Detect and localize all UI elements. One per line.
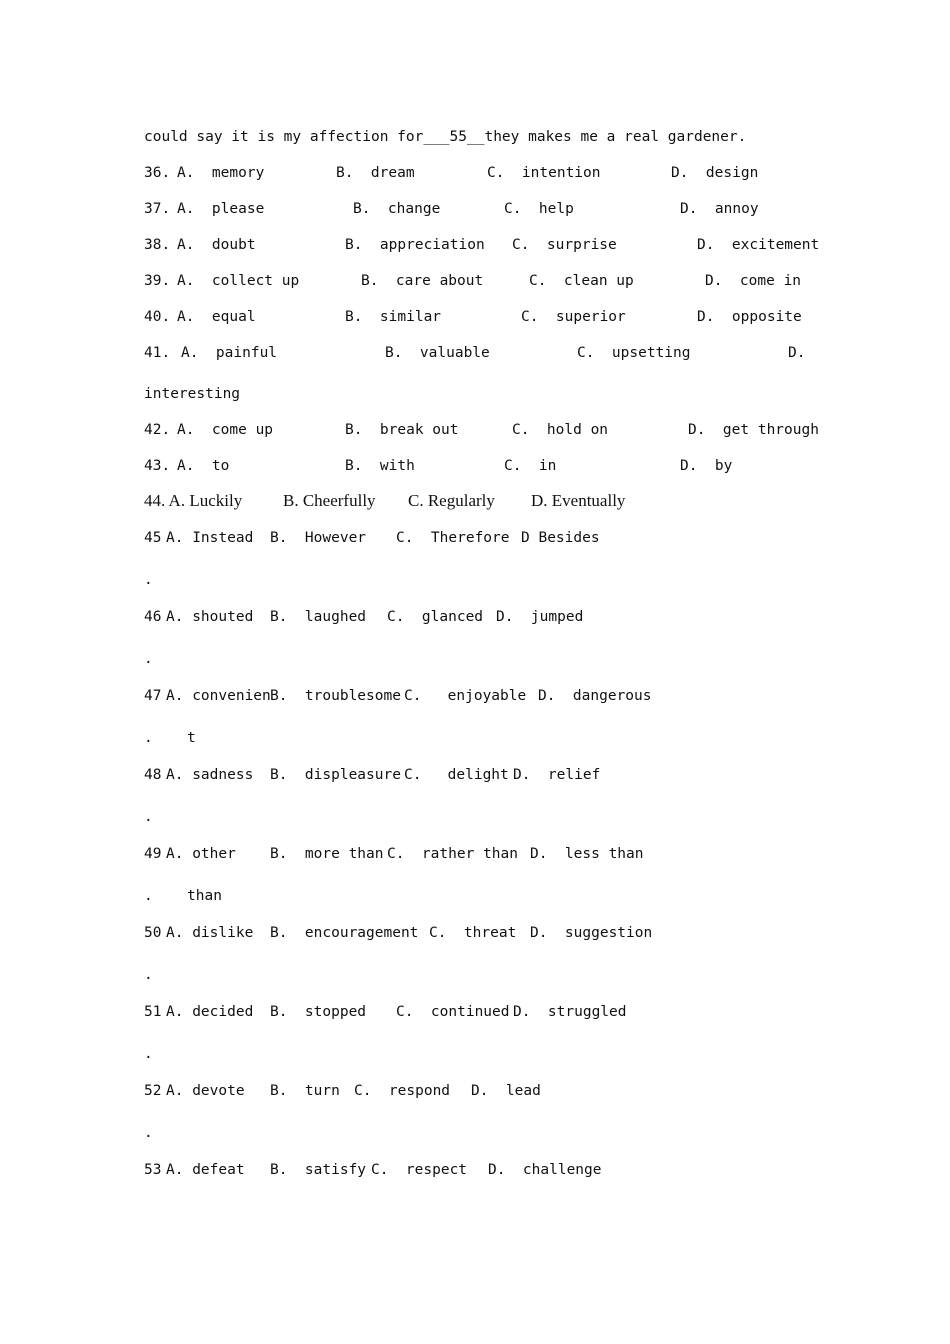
option-a: A. memory bbox=[177, 165, 265, 181]
question-number: 40. bbox=[144, 309, 171, 325]
option-a-continued: t bbox=[187, 730, 196, 746]
question-number: 41. bbox=[144, 345, 171, 361]
option-b: B. appreciation bbox=[345, 237, 485, 253]
question-48 bbox=[144, 764, 601, 786]
question-47-wrap bbox=[144, 727, 196, 749]
question-number: 50 bbox=[144, 925, 162, 941]
intro-text: could say it is my affection for___55__they makes me a real gardener. bbox=[144, 129, 747, 145]
question-52-wrap bbox=[144, 1122, 179, 1144]
option-d: D. Eventually bbox=[531, 491, 626, 510]
option-c: C. respect bbox=[371, 1162, 468, 1178]
option-d: D. opposite bbox=[697, 309, 802, 325]
question-40 bbox=[144, 306, 802, 328]
option-c: C. intention bbox=[487, 165, 601, 181]
question-45 bbox=[144, 527, 600, 549]
number-dot: . bbox=[144, 967, 153, 983]
option-c: C. rather than bbox=[387, 846, 518, 862]
option-d: D. less than bbox=[530, 846, 644, 862]
question-number: 43. bbox=[144, 458, 171, 474]
option-c: C. Regularly bbox=[408, 491, 495, 510]
option-d: D. get through bbox=[688, 422, 819, 438]
question-43 bbox=[144, 455, 733, 477]
option-a: A. collect up bbox=[177, 273, 300, 289]
question-46 bbox=[144, 606, 584, 628]
question-49-wrap bbox=[144, 885, 222, 907]
option-d: D. jumped bbox=[496, 609, 584, 625]
option-d: D. bbox=[788, 345, 806, 361]
question-number: 38. bbox=[144, 237, 171, 253]
option-b: B. care about bbox=[361, 273, 484, 289]
question-38 bbox=[144, 234, 820, 256]
option-c: C. enjoyable bbox=[404, 688, 527, 704]
option-b: B. troublesome bbox=[270, 688, 401, 704]
option-d: D. relief bbox=[513, 767, 601, 783]
option-b: B. dream bbox=[336, 165, 415, 181]
option-b: B. change bbox=[353, 201, 441, 217]
option-c: C. hold on bbox=[512, 422, 609, 438]
option-a: A. equal bbox=[177, 309, 256, 325]
option-b: B. satisfy bbox=[270, 1162, 367, 1178]
option-a: A. Instead bbox=[166, 530, 254, 546]
option-b: B. However bbox=[270, 530, 367, 546]
option-d: D Besides bbox=[521, 530, 600, 546]
question-number: 53 bbox=[144, 1162, 162, 1178]
question-52 bbox=[144, 1080, 541, 1102]
question-41-wrap bbox=[144, 383, 241, 405]
option-a: A. decided bbox=[166, 1004, 254, 1020]
option-a: A. please bbox=[177, 201, 265, 217]
option-a: A. doubt bbox=[177, 237, 256, 253]
question-50-wrap bbox=[144, 964, 179, 986]
option-a: A. painful bbox=[181, 345, 278, 361]
option-d: D. lead bbox=[471, 1083, 541, 1099]
question-41 bbox=[144, 342, 806, 364]
number-dot: . bbox=[144, 888, 153, 904]
question-50 bbox=[144, 922, 653, 944]
option-d: D. by bbox=[680, 458, 733, 474]
option-d: D. design bbox=[671, 165, 759, 181]
question-48-wrap bbox=[144, 806, 179, 828]
option-d: D. annoy bbox=[680, 201, 759, 217]
option-c: C. help bbox=[504, 201, 574, 217]
question-47 bbox=[144, 685, 652, 707]
question-number: 45 bbox=[144, 530, 162, 546]
question-number: 42. bbox=[144, 422, 171, 438]
number-dot: . bbox=[144, 1046, 153, 1062]
option-a: A. to bbox=[177, 458, 230, 474]
option-a: A. shouted bbox=[166, 609, 254, 625]
option-b: B. laughed bbox=[270, 609, 367, 625]
question-53 bbox=[144, 1159, 602, 1181]
option-a: A. devote bbox=[166, 1083, 245, 1099]
number-dot: . bbox=[144, 730, 153, 746]
number-dot: . bbox=[144, 651, 153, 667]
question-number: 52 bbox=[144, 1083, 162, 1099]
question-number: 37. bbox=[144, 201, 171, 217]
option-b: B. break out bbox=[345, 422, 459, 438]
question-number: 46 bbox=[144, 609, 162, 625]
option-b: B. stopped bbox=[270, 1004, 367, 1020]
option-b: B. more than bbox=[270, 846, 384, 862]
option-d-continued: interesting bbox=[144, 386, 241, 402]
option-b: B. turn bbox=[270, 1083, 340, 1099]
question-number: 47 bbox=[144, 688, 162, 704]
option-b: B. encouragement bbox=[270, 925, 419, 941]
question-number: 48 bbox=[144, 767, 162, 783]
question-number: 39. bbox=[144, 273, 171, 289]
option-b: B. Cheerfully bbox=[283, 491, 376, 510]
option-a: A. convenien bbox=[166, 688, 271, 704]
option-d: D. challenge bbox=[488, 1162, 602, 1178]
option-c: C. in bbox=[504, 458, 557, 474]
option-c: C. glanced bbox=[387, 609, 484, 625]
option-c: C. superior bbox=[521, 309, 626, 325]
number-dot: . bbox=[144, 809, 153, 825]
option-d: D. dangerous bbox=[538, 688, 652, 704]
option-d: D. suggestion bbox=[530, 925, 653, 941]
question-number: 49 bbox=[144, 846, 162, 862]
option-c: C. upsetting bbox=[577, 345, 691, 361]
question-number: 36. bbox=[144, 165, 171, 181]
option-a: A. other bbox=[166, 846, 236, 862]
question-number-option-a: 44. A. Luckily bbox=[144, 491, 243, 510]
option-a: A. defeat bbox=[166, 1162, 245, 1178]
question-42 bbox=[144, 419, 819, 441]
question-51 bbox=[144, 1001, 627, 1023]
number-dot: . bbox=[144, 1125, 153, 1141]
option-b: B. displeasure bbox=[270, 767, 401, 783]
option-b: B. similar bbox=[345, 309, 442, 325]
number-dot: . bbox=[144, 572, 153, 588]
option-b: B. valuable bbox=[385, 345, 490, 361]
option-c: C. respond bbox=[354, 1083, 451, 1099]
option-a-continued: than bbox=[187, 888, 222, 904]
option-a: A. sadness bbox=[166, 767, 254, 783]
question-37 bbox=[144, 198, 759, 220]
option-a: A. come up bbox=[177, 422, 274, 438]
question-45-wrap bbox=[144, 569, 179, 591]
option-c: C. clean up bbox=[529, 273, 634, 289]
option-c: C. threat bbox=[429, 925, 517, 941]
option-a: A. dislike bbox=[166, 925, 254, 941]
question-36 bbox=[144, 162, 759, 184]
option-c: C. surprise bbox=[512, 237, 617, 253]
option-b: B. with bbox=[345, 458, 415, 474]
option-d: D. excitement bbox=[697, 237, 820, 253]
option-d: D. struggled bbox=[513, 1004, 627, 1020]
question-number: 51 bbox=[144, 1004, 162, 1020]
question-46-wrap bbox=[144, 648, 179, 670]
question-39 bbox=[144, 270, 802, 292]
option-d: D. come in bbox=[705, 273, 802, 289]
question-51-wrap bbox=[144, 1043, 179, 1065]
option-c: C. continued bbox=[396, 1004, 510, 1020]
intro-line bbox=[144, 126, 747, 148]
question-49 bbox=[144, 843, 644, 865]
option-c: C. delight bbox=[404, 767, 509, 783]
option-c: C. Therefore bbox=[396, 530, 510, 546]
question-44 bbox=[144, 490, 626, 512]
